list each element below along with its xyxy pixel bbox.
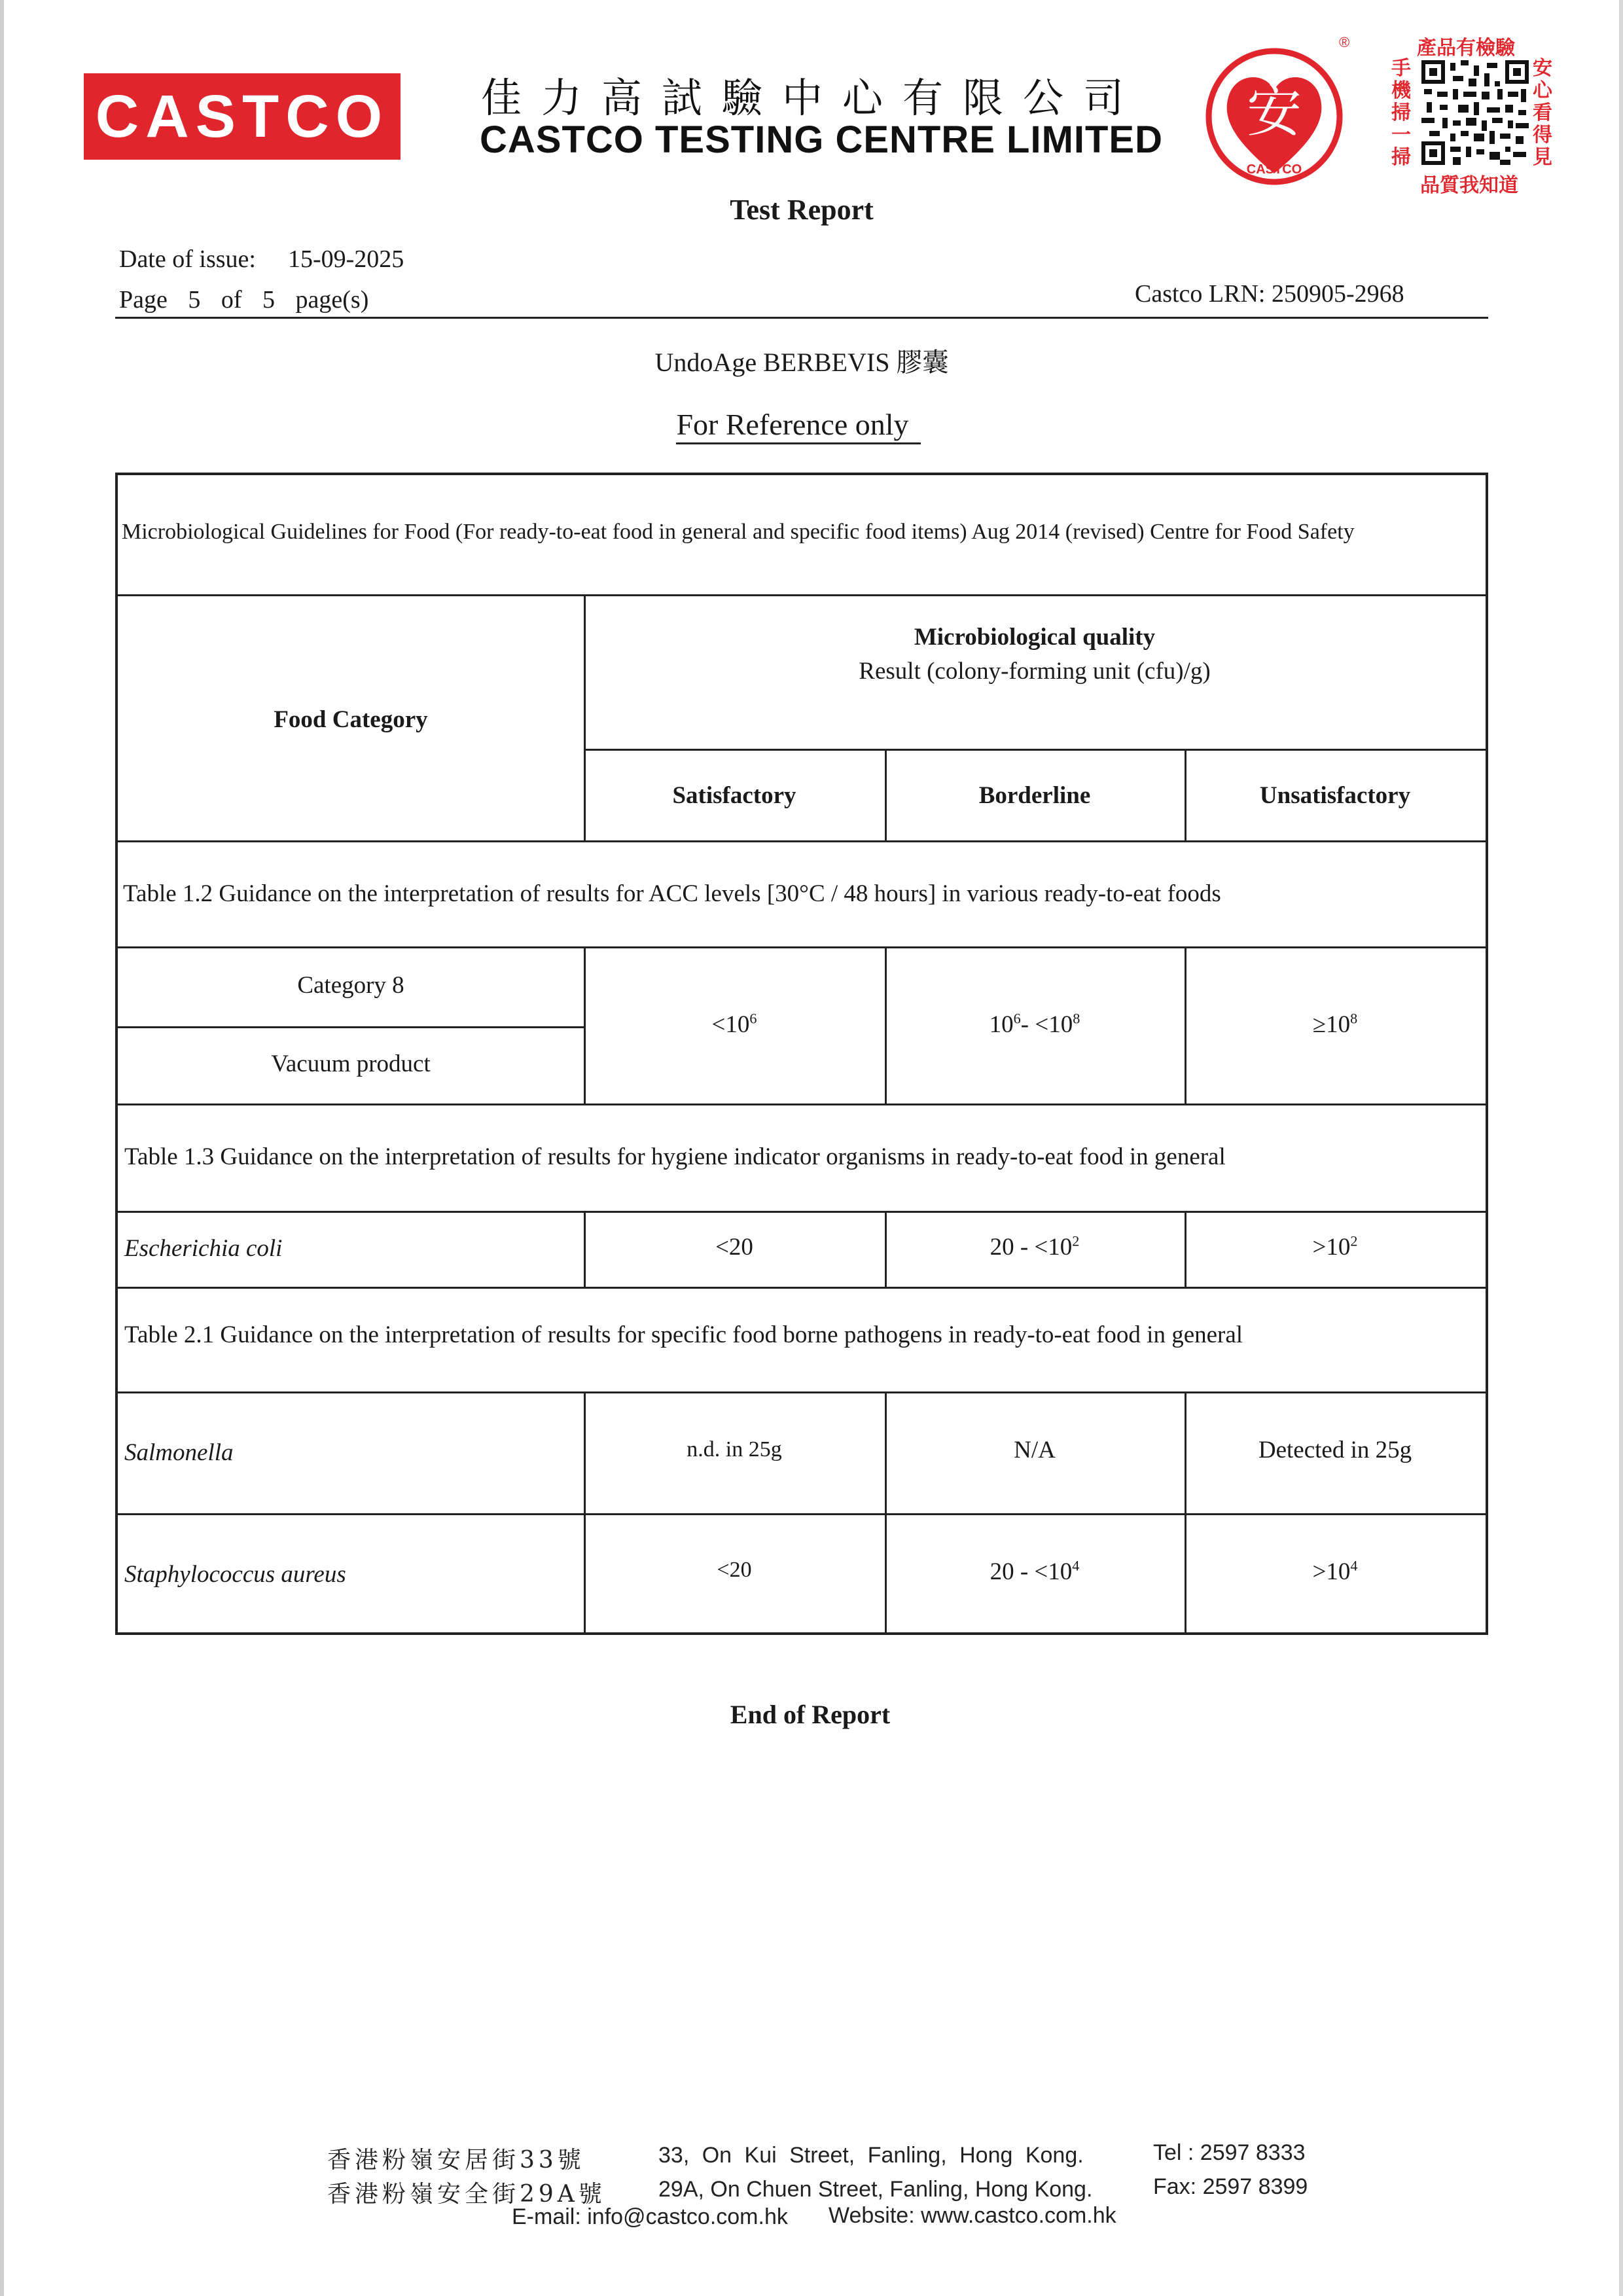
ecoli-satisfactory: <20 <box>715 1234 753 1261</box>
section-1-3-title: Table 1.3 Guidance on the interpretation of results for hygiene indicator organisms in ready-to-eat food in general <box>124 1143 1226 1170</box>
footer-address-1-cn: 香港粉嶺安居街33號 <box>327 2147 585 2174</box>
section-2-1-title: Table 2.1 Guidance on the interpretation of results for specific food borne pathogens in ready-to-eat food in general <box>124 1321 1243 1348</box>
salmonella-name: Salmonella <box>124 1439 234 1466</box>
qr-code-icon[interactable] <box>1421 60 1529 165</box>
guideline-title: Microbiological Guidelines for Food (For ready-to-eat food in general and specific food items) Aug 2014 (revised) Centre for Food Safety <box>122 520 1355 544</box>
castco-lrn <box>1135 279 1404 308</box>
acc-satisfactory: $<10^6$ <box>711 1010 757 1038</box>
page-suffix: page(s) <box>295 286 369 314</box>
reference-note <box>0 407 1597 442</box>
report-title: Test Report <box>730 194 874 226</box>
table-rule <box>118 1103 1486 1105</box>
salmonella-unsatisfactory: Detected in 25g <box>1258 1437 1412 1463</box>
qr-caption-right: 安心看得見 <box>1533 57 1552 169</box>
footer-address-2-cn: 香港粉嶺安全街29A號 <box>327 2181 606 2208</box>
table-rule <box>118 946 1486 948</box>
qr-caption-left: 手機掃一掃 <box>1391 57 1411 169</box>
acc-category: Category 8 <box>297 972 404 999</box>
registered-mark: ® <box>1339 34 1350 50</box>
staph-borderline: $20 - <10^4$ <box>990 1557 1080 1585</box>
column-satisfactory: Satisfactory <box>672 782 796 809</box>
staph-name: Staphylococcus aureus <box>124 1561 346 1588</box>
footer-fax: Fax: 2597 8399 <box>1153 2174 1308 2199</box>
company-name-english: CASTCO TESTING CENTRE LIMITED <box>480 118 1163 161</box>
table-rule <box>118 1211 1486 1213</box>
page-current: 5 <box>188 286 201 314</box>
result-unit-subheader: Result (colony-forming unit (cfu)/g) <box>859 658 1211 685</box>
header-divider <box>115 317 1488 319</box>
food-category-header: Food Category <box>274 706 428 733</box>
seal-label: CASTCO <box>1246 162 1302 177</box>
end-of-report: End of Report <box>730 1700 891 1729</box>
microbiological-guidelines-table <box>115 473 1488 1635</box>
ecoli-unsatisfactory: $>10^2$ <box>1312 1232 1358 1261</box>
acc-borderline: $10^6- <10^8$ <box>989 1010 1080 1038</box>
product-name: UndoAge BERBEVIS 膠囊 <box>654 348 949 377</box>
salmonella-satisfactory: n.d. in 25g <box>687 1437 782 1462</box>
lrn-value: 250905-2968 <box>1271 280 1404 308</box>
table-rule <box>584 749 1486 751</box>
table-rule <box>118 1391 1486 1393</box>
table-rule <box>1185 1391 1186 1635</box>
castco-seal-logo <box>1204 39 1345 193</box>
salmonella-borderline: N/A <box>1014 1437 1056 1463</box>
table-rule <box>584 1391 586 1635</box>
table-rule <box>118 1287 1486 1289</box>
page-total: 5 <box>262 286 276 314</box>
seal-character: 安 <box>1246 80 1302 144</box>
qr-caption-top: 產品有檢驗 <box>1417 37 1515 60</box>
table-rule <box>118 1513 1486 1515</box>
company-name-chinese: 佳力高試驗中心有限公司 <box>481 74 1144 122</box>
footer-address-2-en: 29A, On Chuen Street, Fanling, Hong Kong. <box>658 2177 1093 2202</box>
footer-tel: Tel : 2597 8333 <box>1153 2140 1306 2165</box>
footer-website[interactable]: Website: www.castco.com.hk <box>829 2203 1116 2228</box>
staph-unsatisfactory: $>10^4$ <box>1312 1557 1358 1585</box>
ecoli-name: Escherichia coli <box>124 1235 283 1262</box>
date-of-issue-label: Date of issue: <box>119 245 256 273</box>
ecoli-borderline: $20 - <10^2$ <box>990 1232 1080 1261</box>
reference-note-text: For Reference only <box>676 408 920 444</box>
scan-edge-right <box>1619 0 1623 2296</box>
page-label <box>119 285 368 314</box>
section-1-2-title: Table 1.2 Guidance on the interpretation of results for ACC levels [30°C / 48 hours] in various ready-to-eat foods <box>123 880 1221 907</box>
table-rule <box>118 594 1486 596</box>
footer-email[interactable]: E-mail: info@castco.com.hk <box>512 2204 788 2229</box>
date-of-issue-value: 15-09-2025 <box>288 245 404 273</box>
castco-logo: CASTCO <box>84 73 401 160</box>
column-unsatisfactory: Unsatisfactory <box>1259 782 1411 809</box>
microbiological-quality-header: Microbiological quality <box>914 624 1156 651</box>
lrn-label: Castco LRN: <box>1135 280 1266 308</box>
column-borderline: Borderline <box>978 782 1091 809</box>
page-of: of <box>221 286 242 314</box>
acc-subcategory: Vacuum product <box>271 1050 431 1077</box>
page-word: Page <box>119 286 168 314</box>
table-rule <box>118 1026 584 1028</box>
footer-address-1-en: 33, On Kui Street, Fanling, Hong Kong. <box>658 2143 1084 2168</box>
staph-satisfactory: <20 <box>717 1558 752 1582</box>
table-rule <box>885 1391 887 1635</box>
acc-unsatisfactory: $\ge 10^8$ <box>1312 1010 1358 1038</box>
qr-caption-bottom: 品質我知道 <box>1420 174 1518 197</box>
table-rule <box>118 840 1486 842</box>
